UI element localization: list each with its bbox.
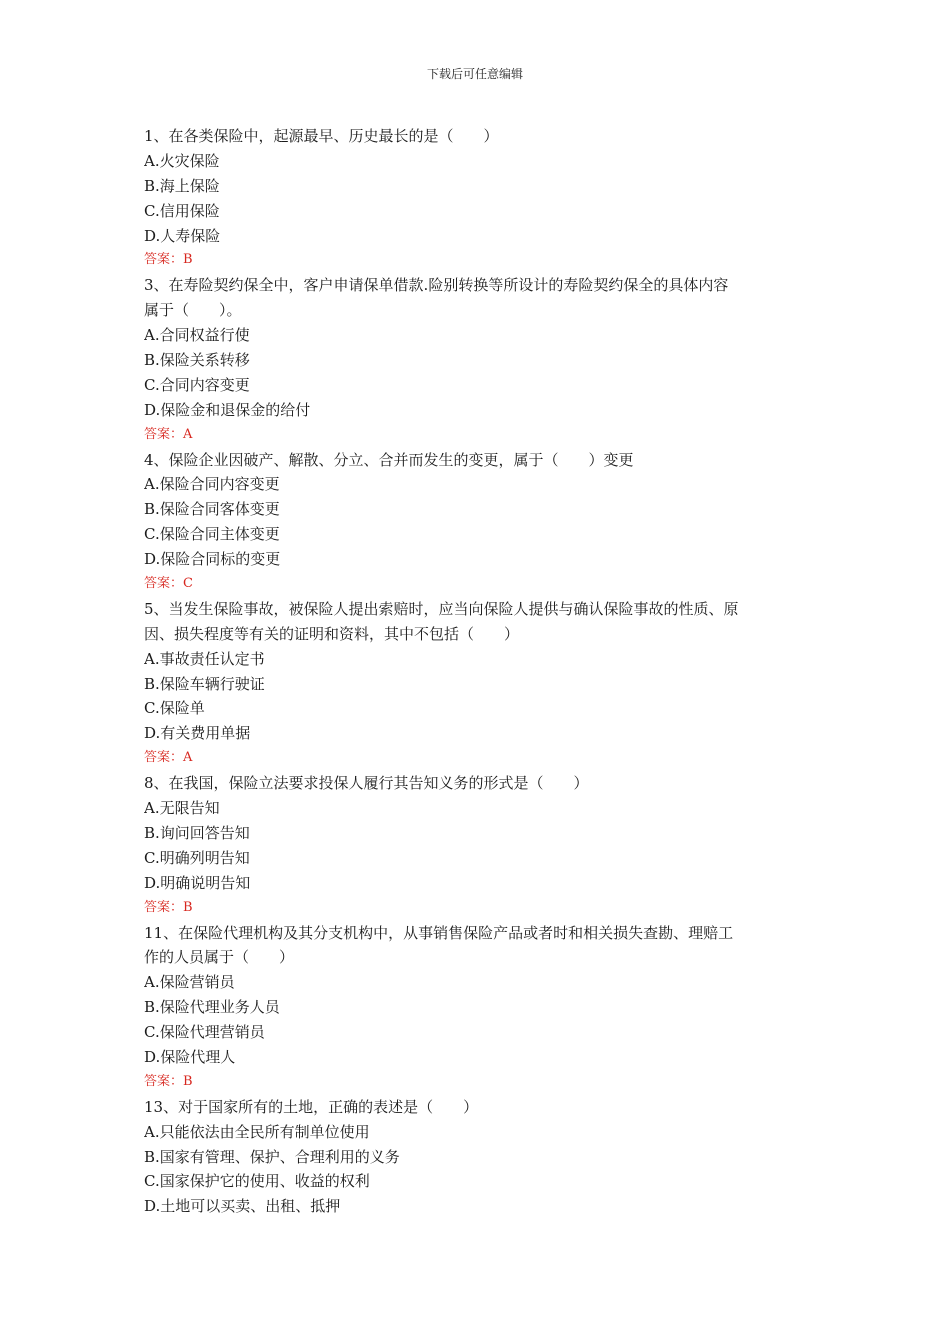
question-block bbox=[144, 448, 810, 597]
option-item: B.国家有管理、保护、合理利用的义务 bbox=[144, 1147, 400, 1166]
option-item: D.明确说明告知 bbox=[144, 873, 251, 892]
question-block bbox=[144, 597, 810, 771]
option-item: D.保险合同标的变更 bbox=[144, 550, 281, 569]
question-list bbox=[144, 124, 810, 1219]
answer-label: 答案：A bbox=[144, 750, 193, 766]
question-text: 13、对于国家所有的土地，正确的表述是（ ） bbox=[144, 1097, 479, 1116]
option-item: B.保险合同客体变更 bbox=[144, 500, 280, 519]
option-item: A.事故责任认定书 bbox=[144, 649, 265, 668]
question-block bbox=[144, 273, 810, 447]
option-item: B.询问回答告知 bbox=[144, 823, 250, 842]
option-item: D.保险代理人 bbox=[144, 1047, 236, 1066]
question-block bbox=[144, 124, 810, 273]
option-item: D.人寿保险 bbox=[144, 226, 221, 245]
answer-label: 答案：B bbox=[144, 252, 193, 268]
question-text: 5、当发生保险事故，被保险人提出索赔时，应当向保险人提供与确认保险事故的性质、原 bbox=[144, 599, 739, 618]
question-text: 8、在我国，保险立法要求投保人履行其告知义务的形式是（ ） bbox=[144, 774, 589, 793]
option-item: B.保险车辆行驶证 bbox=[144, 674, 265, 693]
option-item: D.保险金和退保金的给付 bbox=[144, 400, 311, 419]
question-block bbox=[144, 771, 810, 920]
option-item: A.火灾保险 bbox=[144, 151, 220, 170]
option-item: A.无限告知 bbox=[144, 799, 220, 818]
option-item: A.合同权益行使 bbox=[144, 326, 250, 345]
option-item: C.保险合同主体变更 bbox=[144, 525, 280, 544]
question-text: 1、在各类保险中，起源最早、历史最长的是（ ） bbox=[144, 127, 499, 145]
option-item: C.保险单 bbox=[144, 699, 205, 718]
option-item: C.合同内容变更 bbox=[144, 375, 250, 394]
option-item: A.保险营销员 bbox=[144, 973, 235, 992]
question-text: 因、损失程度等有关的证明和资料，其中不包括（ ） bbox=[144, 624, 520, 643]
option-item: B.保险关系转移 bbox=[144, 351, 250, 370]
option-item: C.保险代理营销员 bbox=[144, 1023, 265, 1042]
option-item: C.信用保险 bbox=[144, 201, 220, 220]
answer-label: 答案：B bbox=[144, 1073, 193, 1089]
question-text: 属于（ ）。 bbox=[144, 301, 242, 320]
question-text: 11、在保险代理机构及其分支机构中，从事销售保险产品或者时和相关损失查勘、理赔工 bbox=[144, 923, 734, 942]
question-block bbox=[144, 921, 810, 1095]
option-item: B.海上保险 bbox=[144, 176, 220, 195]
option-item: D.土地可以买卖、出租、抵押 bbox=[144, 1197, 341, 1216]
question-text: 4、保险企业因破产、解散、分立、合并而发生的变更，属于（ ）变更 bbox=[144, 450, 634, 469]
question-block bbox=[144, 1095, 810, 1219]
option-item: B.保险代理业务人员 bbox=[144, 998, 280, 1017]
answer-label: 答案：A bbox=[144, 426, 193, 442]
answer-label: 答案：B bbox=[144, 899, 193, 915]
question-text: 作的人员属于（ ） bbox=[144, 948, 295, 967]
page-header: 下载后可任意编辑 bbox=[426, 67, 523, 81]
option-item: A.保险合同内容变更 bbox=[144, 475, 280, 494]
option-item: D.有关费用单据 bbox=[144, 724, 251, 743]
question-text: 3、在寿险契约保全中，客户申请保单借款.险别转换等所设计的寿险契约保全的具体内容 bbox=[144, 276, 729, 295]
option-item: C.明确列明告知 bbox=[144, 848, 250, 867]
option-item: A.只能依法由全民所有制单位使用 bbox=[144, 1122, 370, 1141]
answer-label: 答案：C bbox=[144, 576, 193, 592]
option-item: C.国家保护它的使用、收益的权利 bbox=[144, 1172, 370, 1191]
